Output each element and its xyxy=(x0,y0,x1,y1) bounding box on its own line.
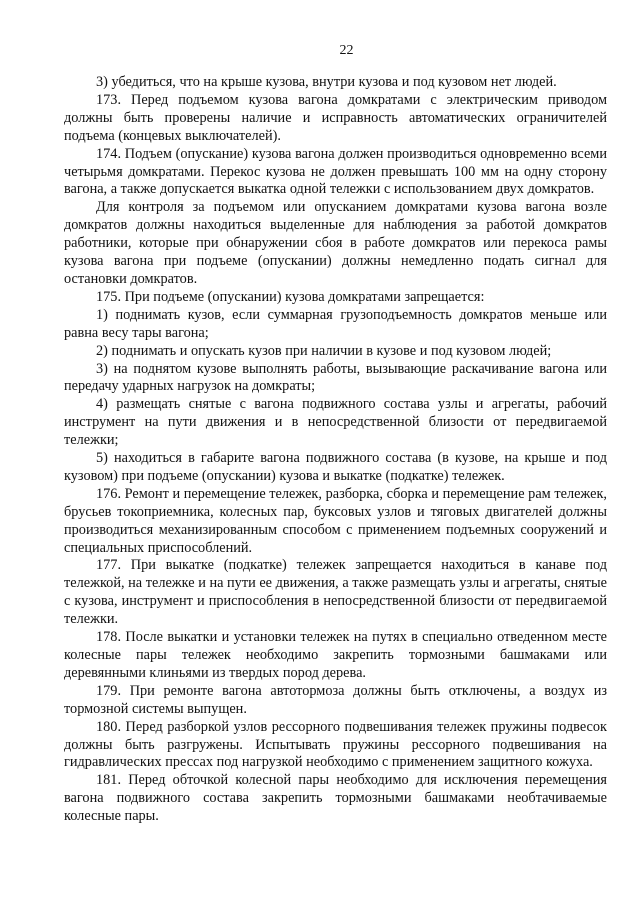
page-number: 22 xyxy=(339,43,354,58)
paragraph: 1) поднимать кузов, если суммарная грузоподъемность домкратов меньше или равна весу тары вагона; xyxy=(64,306,607,341)
paragraph: 5) находиться в габарите вагона подвижного состава (в кузове, на крыше и под кузовом) при подъеме (опускании) кузова и выкатке (подкатке) тележек. xyxy=(64,450,607,484)
paragraph: 174. Подъем (опускание) кузова вагона должен производиться одновременно всеми четырьмя домкратами. Перекос кузова не должен превышать 100 мм на одну сторону вагона, а также допускается выкатка одной тележки с использованием двух домкратов. xyxy=(64,145,607,198)
paragraph: 175. При подъеме (опускании) кузова домкратами запрещается: xyxy=(96,288,485,305)
paragraph: 178. После выкатки и установки тележек на путях в специально отведенном месте колесные пары тележек необходимо закрепить тормозными башмаками или деревянными клиньями из твердых пород дерева. xyxy=(64,629,607,681)
paragraph: 180. Перед разборкой узлов рессорного подвешивания тележек пружины подвесок должны быть разгружены. Испытывать пружины рессорного подвешивания на гидравлических прессах под нагрузкой необходимо с применением защитного кожуха. xyxy=(64,718,607,771)
paragraph: 3) убедиться, что на крыше кузова, внутри кузова и под кузовом нет людей. xyxy=(96,74,557,90)
paragraph: 3) на поднятом кузове выполнять работы, вызывающие раскачивание вагона или передачу ударных нагрузок на домкраты; xyxy=(64,360,607,395)
paragraph: 173. Перед подъемом кузова вагона домкратами с электрическим приводом должны быть проверены наличие и исправность автоматических ограничителей подъема (концевых выключателей). xyxy=(64,91,607,144)
document-body xyxy=(64,74,607,826)
paragraph: Для контроля за подъемом или опусканием домкратами кузова вагона возле домкратов должны находиться выделенные для наблюдения за работой домкратов работники, которые при обнаружении сбоя в работе домкратов или перекоса рамы кузова вагона при подъеме (опускании) должны немедленно подать сигнал для остановки домкратов. xyxy=(64,199,607,287)
paragraph: 176. Ремонт и перемещение тележек, разборка, сборка и перемещение рам тележек, брусьев токоприемника, колесных пар, буксовых узлов и тяговых двигателей должны производиться механизированным способом с применением подъемных сооружений и специальных приспособлений. xyxy=(64,485,607,556)
paragraph: 179. При ремонте вагона автотормоза должны быть отключены, а воздух из тормозной системы выпущен. xyxy=(64,682,607,717)
paragraph: 4) размещать снятые с вагона подвижного состава узлы и агрегаты, рабочий инструмент на пути движения и в непосредственной близости от передвигаемой тележки; xyxy=(64,396,607,449)
paragraph: 2) поднимать и опускать кузов при наличии в кузове и под кузовом людей; xyxy=(96,342,552,359)
paragraph: 181. Перед обточкой колесной пары необходимо для исключения перемещения вагона подвижного состава закрепить тормозными башмаками необтачиваемые колесные пары. xyxy=(64,772,607,825)
paragraph: 177. При выкатке (подкатке) тележек запрещается находиться в канаве под тележкой, на тележке и на пути ее движения, а также размещать узлы и агрегаты, снятые с кузова, инструмент и приспособления в непосредственной близости от передвигаемой тележки. xyxy=(64,557,607,628)
